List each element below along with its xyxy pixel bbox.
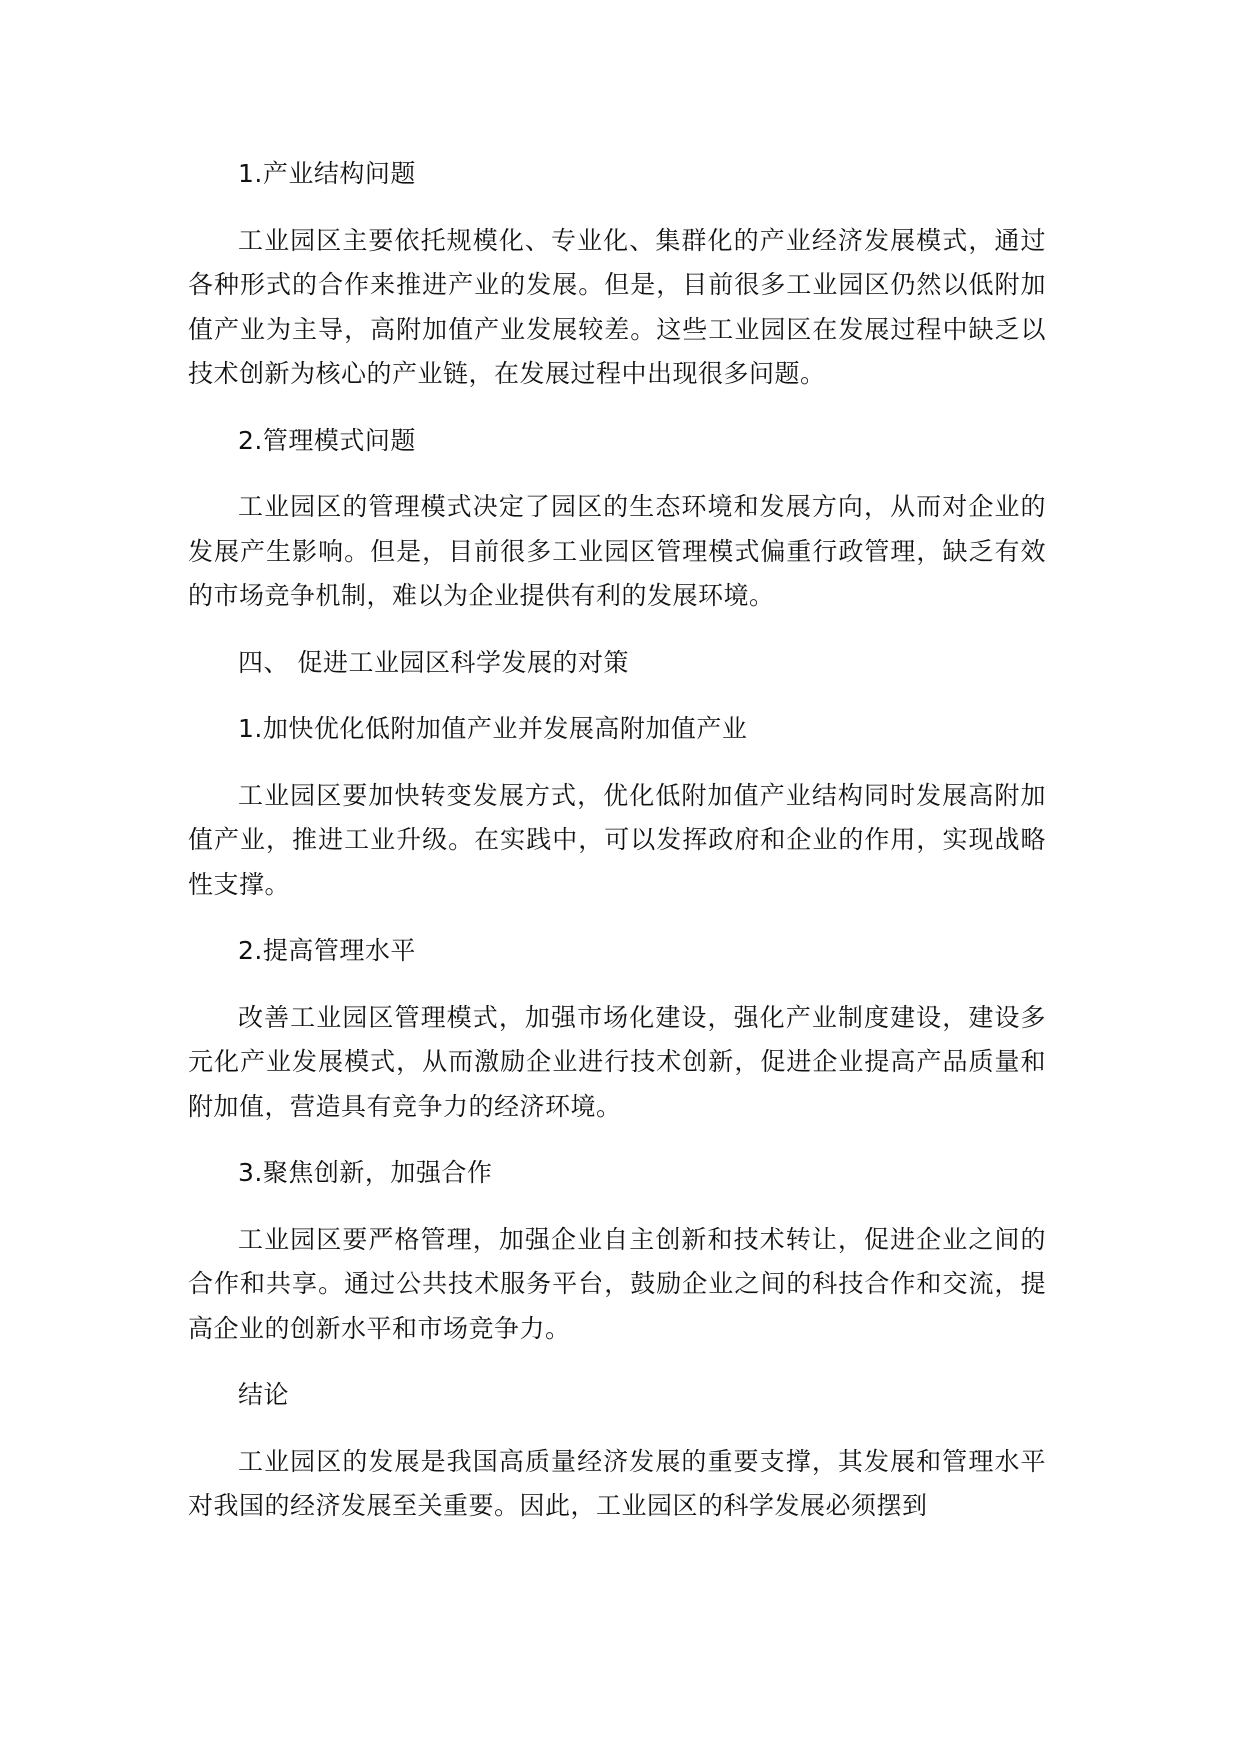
heading-industrial-structure-problem: 1.产业结构问题: [238, 159, 416, 188]
paragraph-industrial-structure: 工业园区主要依托规模化、专业化、集群化的产业经济发展模式，通过各种形式的合作来推进产业的发展。但是，目前很多工业园区仍然以低附加值产业为主导，高附加值产业发展较差。这些工业园区在发展过程中缺乏以技术创新为核心的产业链，在发展过程中出现很多问题。: [188, 225, 1046, 388]
heading-optimize-industry: 1.加快优化低附加值产业并发展高附加值产业: [238, 714, 748, 743]
paragraph-innovation-cooperation: 工业园区要严格管理，加强企业自主创新和技术转让，促进企业之间的合作和共享。通过公共技术服务平台，鼓励企业之间的科技合作和交流，提高企业的创新水平和市场竞争力。: [188, 1224, 1046, 1343]
paragraph-optimize-industry: 工业园区要加快转变发展方式，优化低附加值产业结构同时发展高附加值产业，推进工业升级。在实践中，可以发挥政府和企业的作用，实现战略性支撑。: [188, 780, 1046, 899]
paragraph-management-mode: 工业园区的管理模式决定了园区的生态环境和发展方向，从而对企业的发展产生影响。但是，目前很多工业园区管理模式偏重行政管理，缺乏有效的市场竞争机制，难以为企业提供有利的发展环境。: [188, 492, 1046, 610]
paragraph-improve-management: 改善工业园区管理模式，加强市场化建设，强化产业制度建设，建设多元化产业发展模式，从而激励企业进行技术创新，促进企业提高产品质量和附加值，营造具有竞争力的经济环境。: [188, 1002, 1046, 1121]
heading-conclusion: 结论: [238, 1380, 290, 1409]
document-body: [188, 152, 1046, 1529]
heading-improve-management: 2.提高管理水平: [238, 936, 416, 965]
paragraph-conclusion: 工业园区的发展是我国高质量经济发展的重要支撑，其发展和管理水平对我国的经济发展至关重要。因此，工业园区的科学发展必须摆到: [188, 1446, 1046, 1520]
heading-innovation-cooperation: 3.聚焦创新，加强合作: [238, 1158, 493, 1187]
heading-management-mode-problem: 2.管理模式问题: [238, 425, 416, 455]
section-heading-countermeasures: 四、 促进工业园区科学发展的对策: [238, 647, 629, 677]
